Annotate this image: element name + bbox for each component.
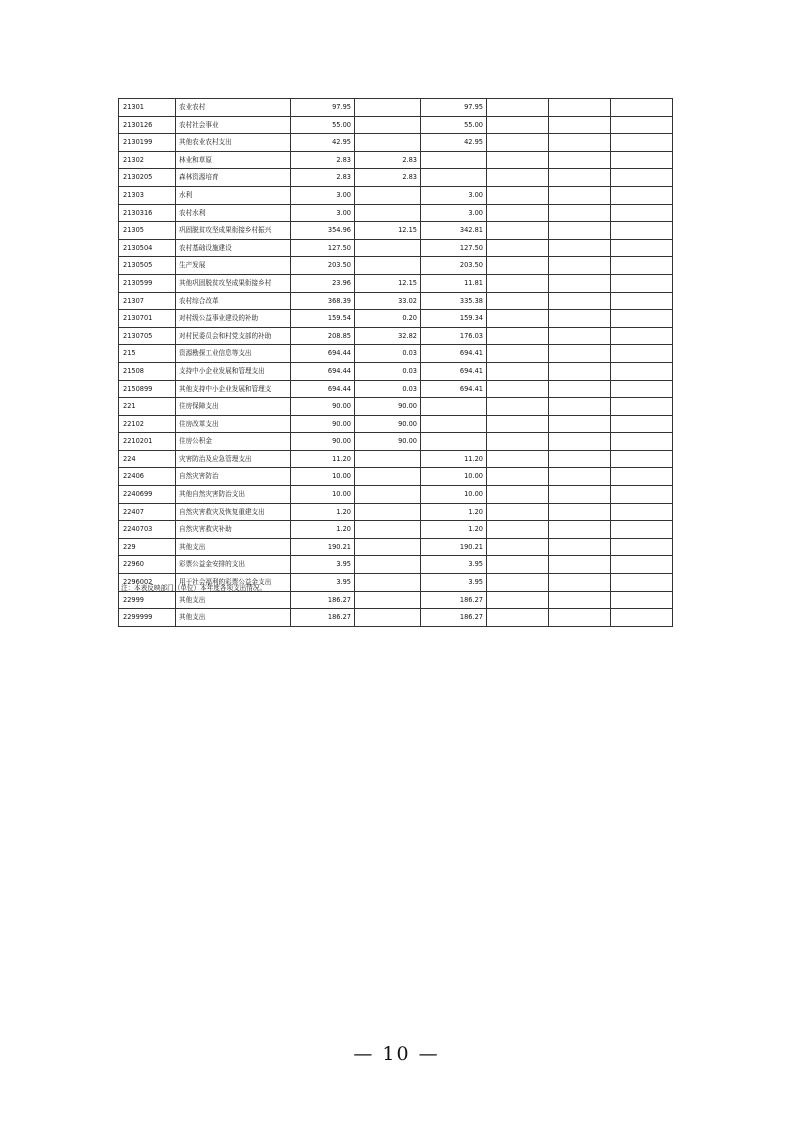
item-name-cell: 彩票公益金安排的支出: [176, 556, 291, 574]
basic-cell: 90.00: [355, 433, 421, 451]
extra-cell-1: [487, 486, 549, 504]
item-name-cell: 其他支出: [176, 538, 291, 556]
basic-cell: 2.83: [355, 151, 421, 169]
project-cell: 1.20: [421, 503, 487, 521]
code-cell: 2130505: [119, 257, 176, 275]
extra-cell-1: [487, 292, 549, 310]
project-cell: [421, 433, 487, 451]
item-name-cell: 农村水利: [176, 204, 291, 222]
extra-cell-3: [611, 521, 673, 539]
extra-cell-2: [549, 450, 611, 468]
project-cell: 3.00: [421, 204, 487, 222]
basic-cell: [355, 134, 421, 152]
total-cell: 90.00: [291, 398, 355, 416]
extra-cell-1: [487, 415, 549, 433]
code-cell: 21301: [119, 99, 176, 117]
project-cell: 176.03: [421, 327, 487, 345]
total-cell: 1.20: [291, 503, 355, 521]
extra-cell-1: [487, 503, 549, 521]
basic-cell: 0.03: [355, 380, 421, 398]
code-cell: 221: [119, 398, 176, 416]
total-cell: 3.00: [291, 204, 355, 222]
table-row: [119, 591, 673, 609]
extra-cell-2: [549, 116, 611, 134]
extra-cell-2: [549, 274, 611, 292]
total-cell: 42.95: [291, 134, 355, 152]
item-name-cell: 用于社会福利的彩票公益金支出: [176, 574, 291, 592]
total-cell: 354.96: [291, 222, 355, 240]
extra-cell-3: [611, 362, 673, 380]
item-name-cell: 灾害防治及应急管理支出: [176, 450, 291, 468]
basic-cell: 12.15: [355, 222, 421, 240]
code-cell: 2130504: [119, 239, 176, 257]
item-name-cell: 其他农业农村支出: [176, 134, 291, 152]
total-cell: 1.20: [291, 521, 355, 539]
project-cell: 190.21: [421, 538, 487, 556]
basic-cell: 0.20: [355, 310, 421, 328]
item-name-cell: 生产发展: [176, 257, 291, 275]
item-name-cell: 农村社会事业: [176, 116, 291, 134]
basic-cell: [355, 239, 421, 257]
code-cell: 22102: [119, 415, 176, 433]
extra-cell-2: [549, 222, 611, 240]
total-cell: 694.44: [291, 380, 355, 398]
basic-cell: [355, 450, 421, 468]
project-cell: 694.41: [421, 345, 487, 363]
table-row: [119, 151, 673, 169]
basic-cell: [355, 538, 421, 556]
basic-cell: [355, 486, 421, 504]
basic-cell: 2.83: [355, 169, 421, 187]
extra-cell-3: [611, 116, 673, 134]
extra-cell-3: [611, 274, 673, 292]
extra-cell-3: [611, 310, 673, 328]
extra-cell-3: [611, 380, 673, 398]
total-cell: 2.83: [291, 151, 355, 169]
project-cell: 11.81: [421, 274, 487, 292]
project-cell: 3.00: [421, 186, 487, 204]
extra-cell-1: [487, 99, 549, 117]
code-cell: 22406: [119, 468, 176, 486]
code-cell: 21302: [119, 151, 176, 169]
basic-cell: 90.00: [355, 398, 421, 416]
extra-cell-1: [487, 310, 549, 328]
extra-cell-2: [549, 310, 611, 328]
page-number: — 10 —: [353, 1043, 440, 1065]
extra-cell-2: [549, 609, 611, 627]
item-name-cell: 自然灾害救灾及恢复重建支出: [176, 503, 291, 521]
extra-cell-3: [611, 574, 673, 592]
extra-cell-1: [487, 204, 549, 222]
extra-cell-3: [611, 556, 673, 574]
extra-cell-1: [487, 538, 549, 556]
extra-cell-3: [611, 450, 673, 468]
code-cell: 2299999: [119, 609, 176, 627]
total-cell: 368.39: [291, 292, 355, 310]
project-cell: 10.00: [421, 486, 487, 504]
total-cell: 190.21: [291, 538, 355, 556]
code-cell: 2240703: [119, 521, 176, 539]
total-cell: 694.44: [291, 345, 355, 363]
table-row: [119, 468, 673, 486]
code-cell: 21305: [119, 222, 176, 240]
extra-cell-3: [611, 486, 673, 504]
extra-cell-1: [487, 380, 549, 398]
project-cell: 186.27: [421, 609, 487, 627]
table-row: [119, 274, 673, 292]
extra-cell-1: [487, 134, 549, 152]
project-cell: [421, 151, 487, 169]
code-cell: 21303: [119, 186, 176, 204]
code-cell: 2150899: [119, 380, 176, 398]
extra-cell-3: [611, 204, 673, 222]
table-row: [119, 486, 673, 504]
basic-cell: 32.82: [355, 327, 421, 345]
table-body: [119, 99, 673, 627]
extra-cell-1: [487, 468, 549, 486]
item-name-cell: 其他支出: [176, 609, 291, 627]
extra-cell-1: [487, 169, 549, 187]
basic-cell: 0.03: [355, 345, 421, 363]
table-row: [119, 99, 673, 117]
total-cell: 3.00: [291, 186, 355, 204]
extra-cell-2: [549, 468, 611, 486]
extra-cell-2: [549, 574, 611, 592]
code-cell: 2130199: [119, 134, 176, 152]
project-cell: 42.95: [421, 134, 487, 152]
table-row: [119, 116, 673, 134]
basic-cell: 33.02: [355, 292, 421, 310]
extra-cell-3: [611, 538, 673, 556]
extra-cell-1: [487, 362, 549, 380]
extra-cell-1: [487, 556, 549, 574]
project-cell: 342.81: [421, 222, 487, 240]
table-row: [119, 503, 673, 521]
table-row: [119, 186, 673, 204]
code-cell: 2130599: [119, 274, 176, 292]
table-row: [119, 257, 673, 275]
extra-cell-2: [549, 99, 611, 117]
item-name-cell: 对村级公益事业建设的补助: [176, 310, 291, 328]
table-row: [119, 538, 673, 556]
extra-cell-2: [549, 239, 611, 257]
basic-cell: [355, 257, 421, 275]
extra-cell-3: [611, 415, 673, 433]
item-name-cell: 住房改革支出: [176, 415, 291, 433]
extra-cell-2: [549, 151, 611, 169]
table-row: [119, 380, 673, 398]
total-cell: 55.00: [291, 116, 355, 134]
total-cell: 2.83: [291, 169, 355, 187]
extra-cell-2: [549, 591, 611, 609]
extra-cell-2: [549, 362, 611, 380]
extra-cell-3: [611, 292, 673, 310]
extra-cell-2: [549, 538, 611, 556]
expenditure-table: [118, 98, 673, 627]
extra-cell-2: [549, 204, 611, 222]
extra-cell-3: [611, 239, 673, 257]
item-name-cell: 住房保障支出: [176, 398, 291, 416]
table-row: [119, 556, 673, 574]
basic-cell: 12.15: [355, 274, 421, 292]
total-cell: 97.95: [291, 99, 355, 117]
table-row: [119, 222, 673, 240]
extra-cell-3: [611, 257, 673, 275]
extra-cell-2: [549, 327, 611, 345]
item-name-cell: 林业和草原: [176, 151, 291, 169]
extra-cell-3: [611, 503, 673, 521]
project-cell: 127.50: [421, 239, 487, 257]
extra-cell-2: [549, 415, 611, 433]
extra-cell-1: [487, 257, 549, 275]
table-row: [119, 292, 673, 310]
total-cell: 23.96: [291, 274, 355, 292]
code-cell: 21508: [119, 362, 176, 380]
extra-cell-2: [549, 556, 611, 574]
item-name-cell: 农村综合改革: [176, 292, 291, 310]
total-cell: 203.50: [291, 257, 355, 275]
extra-cell-2: [549, 380, 611, 398]
extra-cell-1: [487, 116, 549, 134]
item-name-cell: 其他支出: [176, 591, 291, 609]
extra-cell-3: [611, 468, 673, 486]
project-cell: [421, 169, 487, 187]
extra-cell-2: [549, 186, 611, 204]
table-row: [119, 362, 673, 380]
extra-cell-3: [611, 99, 673, 117]
table-row: [119, 239, 673, 257]
code-cell: 2130705: [119, 327, 176, 345]
table-row: [119, 134, 673, 152]
code-cell: 21307: [119, 292, 176, 310]
item-name-cell: 自然灾害防治: [176, 468, 291, 486]
item-name-cell: 农业农村: [176, 99, 291, 117]
table-row: [119, 609, 673, 627]
extra-cell-3: [611, 327, 673, 345]
total-cell: 11.20: [291, 450, 355, 468]
table-row: [119, 169, 673, 187]
extra-cell-3: [611, 169, 673, 187]
total-cell: 186.27: [291, 591, 355, 609]
basic-cell: [355, 591, 421, 609]
code-cell: 2240699: [119, 486, 176, 504]
extra-cell-3: [611, 433, 673, 451]
code-cell: 2130205: [119, 169, 176, 187]
extra-cell-1: [487, 591, 549, 609]
basic-cell: 0.03: [355, 362, 421, 380]
code-cell: 22407: [119, 503, 176, 521]
extra-cell-2: [549, 257, 611, 275]
total-cell: 3.95: [291, 574, 355, 592]
basic-cell: [355, 574, 421, 592]
total-cell: 694.44: [291, 362, 355, 380]
item-name-cell: 住房公积金: [176, 433, 291, 451]
code-cell: 2130701: [119, 310, 176, 328]
extra-cell-1: [487, 609, 549, 627]
item-name-cell: 水利: [176, 186, 291, 204]
total-cell: 90.00: [291, 433, 355, 451]
table-row: [119, 450, 673, 468]
extra-cell-1: [487, 151, 549, 169]
basic-cell: [355, 556, 421, 574]
project-cell: 11.20: [421, 450, 487, 468]
item-name-cell: 对村民委员会和村党支部的补助: [176, 327, 291, 345]
basic-cell: [355, 468, 421, 486]
total-cell: 127.50: [291, 239, 355, 257]
basic-cell: [355, 99, 421, 117]
extra-cell-2: [549, 169, 611, 187]
extra-cell-1: [487, 274, 549, 292]
extra-cell-1: [487, 450, 549, 468]
extra-cell-1: [487, 398, 549, 416]
extra-cell-1: [487, 222, 549, 240]
total-cell: 159.54: [291, 310, 355, 328]
extra-cell-2: [549, 486, 611, 504]
extra-cell-1: [487, 186, 549, 204]
basic-cell: 90.00: [355, 415, 421, 433]
extra-cell-3: [611, 134, 673, 152]
extra-cell-3: [611, 345, 673, 363]
extra-cell-1: [487, 327, 549, 345]
table-row: [119, 310, 673, 328]
extra-cell-1: [487, 345, 549, 363]
project-cell: [421, 415, 487, 433]
project-cell: 55.00: [421, 116, 487, 134]
project-cell: 3.95: [421, 556, 487, 574]
item-name-cell: 其他自然灾害防治支出: [176, 486, 291, 504]
code-cell: 2130316: [119, 204, 176, 222]
code-cell: 22960: [119, 556, 176, 574]
project-cell: 3.95: [421, 574, 487, 592]
table-row: [119, 327, 673, 345]
project-cell: [421, 398, 487, 416]
extra-cell-3: [611, 186, 673, 204]
item-name-cell: 农村基础设施建设: [176, 239, 291, 257]
code-cell: 215: [119, 345, 176, 363]
table-note: 注：本表反映部门（单位）本年度各项支出情况。: [121, 584, 267, 592]
extra-cell-2: [549, 503, 611, 521]
total-cell: 90.00: [291, 415, 355, 433]
item-name-cell: 资源勘探工业信息等支出: [176, 345, 291, 363]
extra-cell-2: [549, 433, 611, 451]
code-cell: 229: [119, 538, 176, 556]
extra-cell-3: [611, 591, 673, 609]
extra-cell-3: [611, 609, 673, 627]
extra-cell-1: [487, 521, 549, 539]
extra-cell-3: [611, 222, 673, 240]
basic-cell: [355, 503, 421, 521]
item-name-cell: 森林资源培育: [176, 169, 291, 187]
project-cell: 1.20: [421, 521, 487, 539]
code-cell: 2296002: [119, 574, 176, 592]
extra-cell-2: [549, 345, 611, 363]
total-cell: 3.95: [291, 556, 355, 574]
table-row: [119, 398, 673, 416]
extra-cell-2: [549, 292, 611, 310]
project-cell: 159.34: [421, 310, 487, 328]
item-name-cell: 其他支持中小企业发展和管理支: [176, 380, 291, 398]
item-name-cell: 巩固脱贫攻坚成果衔接乡村振兴: [176, 222, 291, 240]
project-cell: 694.41: [421, 362, 487, 380]
item-name-cell: 自然灾害救灾补助: [176, 521, 291, 539]
table-row: [119, 433, 673, 451]
project-cell: 186.27: [421, 591, 487, 609]
extra-cell-3: [611, 398, 673, 416]
project-cell: 203.50: [421, 257, 487, 275]
extra-cell-1: [487, 239, 549, 257]
total-cell: 186.27: [291, 609, 355, 627]
basic-cell: [355, 186, 421, 204]
total-cell: 10.00: [291, 486, 355, 504]
project-cell: 694.41: [421, 380, 487, 398]
table-row: [119, 345, 673, 363]
project-cell: 335.38: [421, 292, 487, 310]
table-row: [119, 204, 673, 222]
extra-cell-1: [487, 433, 549, 451]
item-name-cell: 其他巩固脱贫攻坚成果衔接乡村: [176, 274, 291, 292]
project-cell: 97.95: [421, 99, 487, 117]
extra-cell-1: [487, 574, 549, 592]
basic-cell: [355, 609, 421, 627]
total-cell: 208.85: [291, 327, 355, 345]
basic-cell: [355, 204, 421, 222]
basic-cell: [355, 521, 421, 539]
code-cell: 224: [119, 450, 176, 468]
table-row: [119, 415, 673, 433]
extra-cell-2: [549, 134, 611, 152]
extra-cell-2: [549, 521, 611, 539]
project-cell: 10.00: [421, 468, 487, 486]
table-row: [119, 521, 673, 539]
item-name-cell: 支持中小企业发展和管理支出: [176, 362, 291, 380]
basic-cell: [355, 116, 421, 134]
code-cell: 22999: [119, 591, 176, 609]
total-cell: 10.00: [291, 468, 355, 486]
code-cell: 2130126: [119, 116, 176, 134]
extra-cell-3: [611, 151, 673, 169]
code-cell: 2210201: [119, 433, 176, 451]
extra-cell-2: [549, 398, 611, 416]
